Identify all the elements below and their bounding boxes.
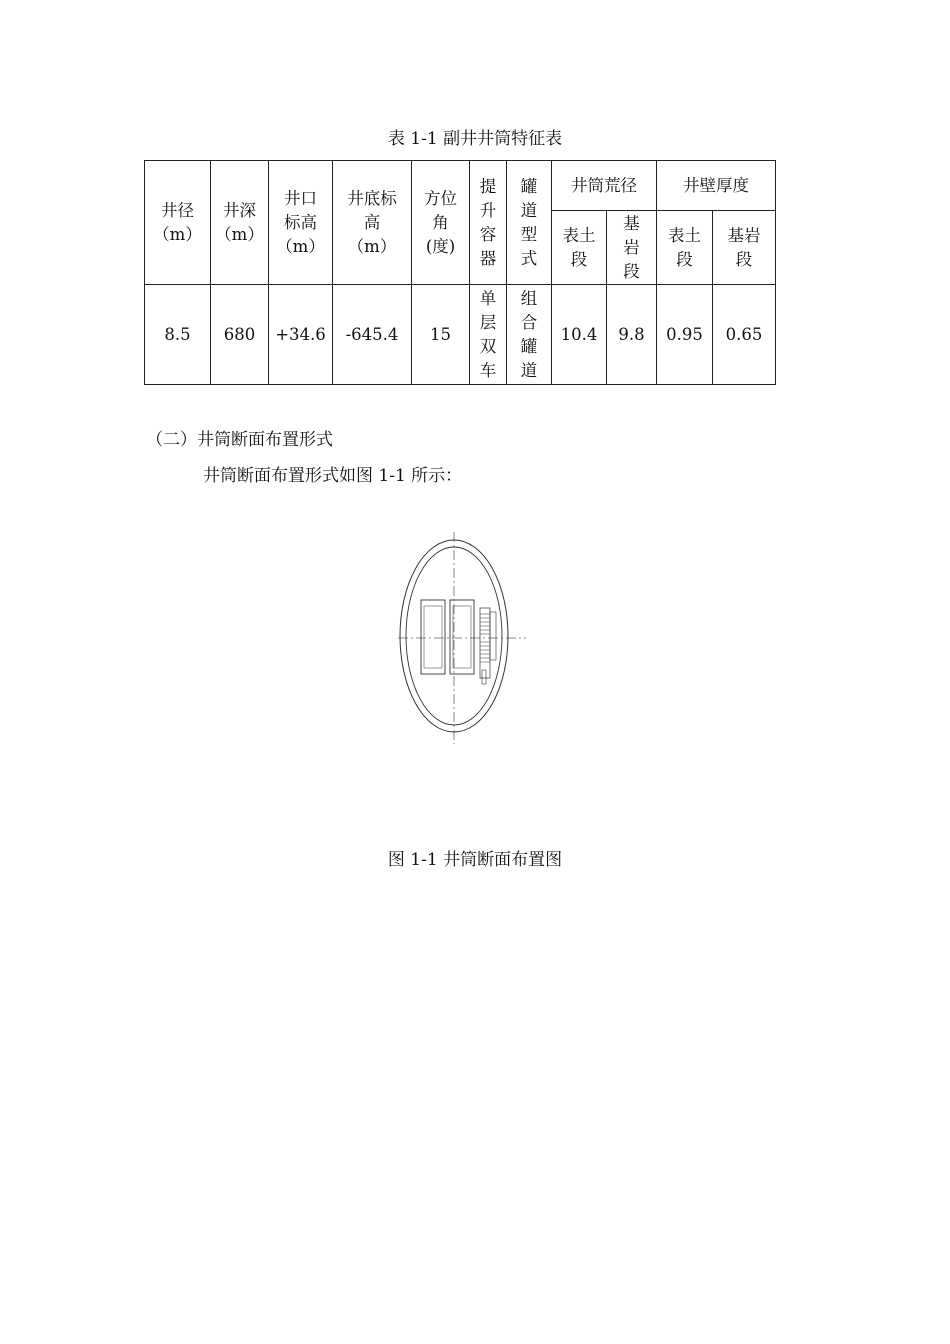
header-azimuth: 方位 角 (度) — [412, 161, 470, 285]
shaft-spec-table — [144, 160, 776, 385]
paragraph: 井筒断面布置形式如图 1-1 所示： — [203, 466, 463, 486]
header-depth: 井深 （m） — [211, 161, 269, 285]
cell-depth: 680 — [211, 285, 269, 385]
header-guide-type: 罐 道 型 式 — [507, 161, 552, 285]
figure-caption: 图 1-1 井筒断面布置图 — [387, 850, 563, 870]
cell-hoist-container: 单 层 双 车 — [470, 285, 507, 385]
cell-wall-topsoil: 0.95 — [657, 285, 713, 385]
header-rough-topsoil: 表土 段 — [552, 211, 607, 285]
pipe-stack — [490, 612, 496, 660]
cell-rough-topsoil: 10.4 — [552, 285, 607, 385]
cell-wall-bedrock: 0.65 — [713, 285, 776, 385]
cell-guide-type: 组 合 罐 道 — [507, 285, 552, 385]
cage-right-inner — [453, 606, 471, 668]
ladderway — [480, 608, 490, 678]
cable-duct — [482, 670, 486, 684]
header-hoist-container: 提 升 容 器 — [470, 161, 507, 285]
cage-left-inner — [424, 606, 442, 668]
cell-diameter: 8.5 — [145, 285, 211, 385]
header-rough-diameter: 井筒荒径 — [552, 161, 657, 211]
header-diameter: 井径 （m） — [145, 161, 211, 285]
header-wall-topsoil: 表土 段 — [657, 211, 713, 285]
header-rough-bedrock: 基 岩 段 — [607, 211, 657, 285]
header-bottom-elevation: 井底标 高 （m） — [333, 161, 412, 285]
cell-rough-bedrock: 9.8 — [607, 285, 657, 385]
cage-left — [421, 600, 445, 674]
header-wall-bedrock: 基岩 段 — [713, 211, 776, 285]
section-heading: （二）井筒断面布置形式 — [146, 430, 333, 450]
cell-bottom-elevation: -645.4 — [333, 285, 412, 385]
cell-collar-elevation: +34.6 — [269, 285, 333, 385]
shaft-section-drawing — [394, 530, 530, 746]
cell-azimuth: 15 — [412, 285, 470, 385]
table-caption: 表 1-1 副井井筒特征表 — [387, 129, 563, 149]
header-collar-elevation: 井口 标高 （m） — [269, 161, 333, 285]
header-wall-thickness: 井壁厚度 — [657, 161, 776, 211]
